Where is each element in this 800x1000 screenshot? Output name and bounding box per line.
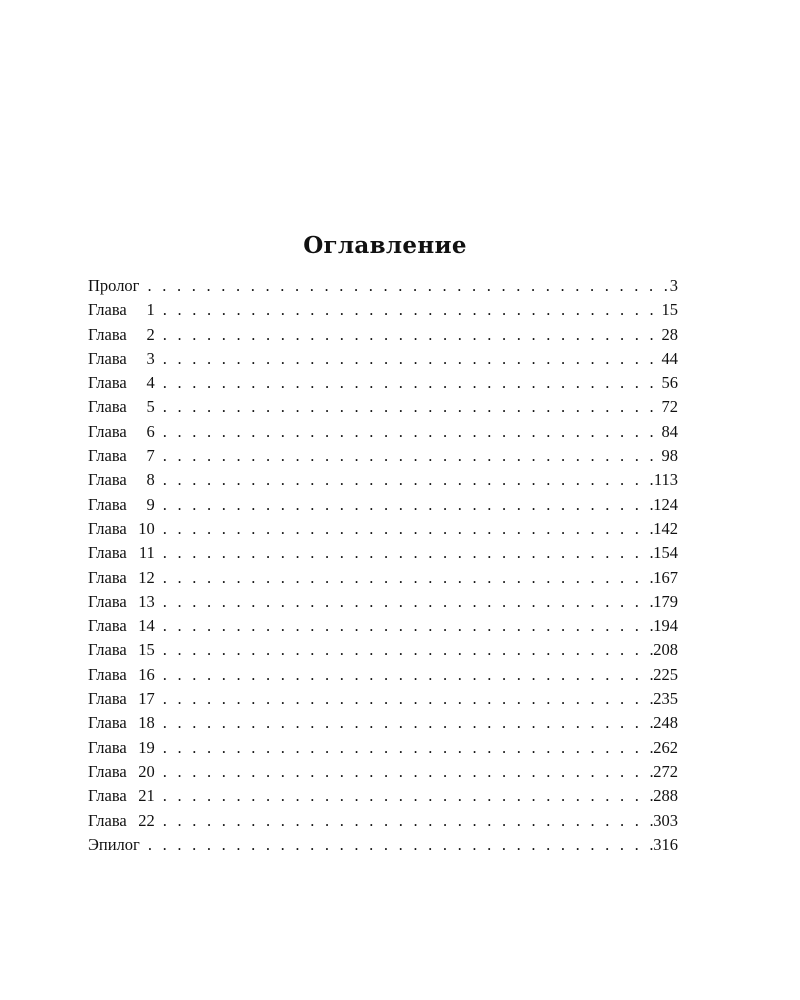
- page-title: Оглавление: [303, 232, 467, 259]
- toc-entry-number: 20: [138, 761, 155, 781]
- toc-entry-page-number: 208: [653, 640, 678, 660]
- toc-entry-word: Глава: [88, 737, 127, 757]
- toc-entry-word: Глава: [88, 397, 127, 417]
- toc-entry[interactable]: [88, 760, 678, 784]
- toc-entry-label: [88, 323, 155, 347]
- toc-entry-label: [88, 833, 140, 857]
- toc-entry-label: [88, 468, 155, 492]
- dot-leader: [163, 347, 662, 371]
- toc-entry-label: [88, 687, 155, 711]
- dot-leader: [163, 711, 653, 735]
- dot-leader: [163, 493, 653, 517]
- toc-entry-page-number: 124: [653, 494, 678, 514]
- toc-entry[interactable]: [88, 736, 678, 760]
- toc-entry-label: [88, 638, 155, 662]
- toc-entry[interactable]: [88, 347, 678, 371]
- dot-leader: [163, 395, 662, 419]
- toc-entry[interactable]: [88, 614, 678, 638]
- toc-entry-label: [88, 736, 155, 760]
- toc-entry-number: 2: [146, 324, 155, 344]
- toc-entry-number: 10: [138, 518, 155, 538]
- toc-entry-word: Глава: [88, 640, 127, 660]
- dot-leader: [163, 663, 653, 687]
- toc-entry-word: Глава: [88, 689, 127, 709]
- toc-entry-label: [88, 444, 155, 468]
- toc-entry-page-number: 72: [661, 397, 678, 417]
- toc-entry-word: Глава: [88, 664, 127, 684]
- toc-entry-page-number: 56: [661, 373, 678, 393]
- toc-entry-page-number: 248: [653, 713, 678, 733]
- toc-entry-page-number: 28: [661, 324, 678, 344]
- toc-entry[interactable]: [88, 468, 678, 492]
- toc-entry[interactable]: [88, 663, 678, 687]
- dot-leader: [163, 809, 653, 833]
- toc-entry-word: Глава: [88, 786, 127, 806]
- toc-entry[interactable]: [88, 687, 678, 711]
- dot-leader: [163, 541, 653, 565]
- toc-entry-number: 13: [138, 591, 155, 611]
- toc-list: [88, 274, 678, 857]
- toc-entry-label: [88, 517, 155, 541]
- toc-entry-page-number: 167: [653, 567, 678, 587]
- toc-entry-label: [88, 371, 155, 395]
- toc-entry-word: Глава: [88, 567, 127, 587]
- toc-entry-label: [88, 274, 139, 298]
- toc-entry-word: Глава: [88, 446, 127, 466]
- dot-leader: [163, 784, 653, 808]
- toc-entry-label: [88, 347, 155, 371]
- toc-entry-number: 9: [146, 494, 155, 514]
- toc-entry-number: 3: [146, 348, 155, 368]
- toc-entry-page-number: 3: [669, 276, 678, 295]
- toc-entry[interactable]: [88, 566, 678, 590]
- toc-entry[interactable]: [88, 833, 678, 857]
- toc-entry-page-number: 15: [661, 300, 678, 320]
- toc-entry[interactable]: [88, 638, 678, 662]
- toc-entry-page-number: 262: [653, 737, 678, 757]
- toc-entry-word: Глава: [88, 373, 127, 393]
- toc-entry-number: 21: [138, 786, 155, 806]
- toc-entry[interactable]: [88, 711, 678, 735]
- toc-entry-label: [88, 298, 155, 322]
- toc-entry-number: 5: [146, 397, 155, 417]
- toc-entry[interactable]: [88, 517, 678, 541]
- dot-leader: [163, 614, 653, 638]
- toc-entry-label: [88, 784, 155, 808]
- toc-entry[interactable]: [88, 420, 678, 444]
- dot-leader: [163, 566, 653, 590]
- toc-entry-label: [88, 420, 155, 444]
- toc-entry-word: Пролог: [88, 276, 140, 295]
- toc-entry-word: Глава: [88, 494, 127, 514]
- toc-entry-label: [88, 809, 155, 833]
- toc-entry-label: [88, 590, 155, 614]
- dot-leader: [163, 371, 662, 395]
- toc-entry-number: 19: [138, 737, 155, 757]
- toc-entry-number: 6: [146, 421, 155, 441]
- toc-entry-page-number: 272: [653, 761, 678, 781]
- toc-entry-number: 8: [146, 470, 155, 490]
- dot-leader: [163, 590, 653, 614]
- toc-entry-word: Глава: [88, 591, 127, 611]
- toc-entry-number: 4: [146, 373, 155, 393]
- toc-entry-word: Глава: [88, 616, 127, 636]
- toc-entry[interactable]: [88, 444, 678, 468]
- toc-entry-page-number: 142: [653, 518, 678, 538]
- toc-entry-number: 7: [146, 446, 155, 466]
- toc-entry-page-number: 316: [653, 834, 678, 854]
- toc-entry[interactable]: [88, 298, 678, 322]
- dot-leader: [148, 833, 653, 857]
- toc-entry-label: [88, 663, 155, 687]
- toc-entry-word: Глава: [88, 518, 127, 538]
- dot-leader: [163, 760, 653, 784]
- toc-entry-page-number: 98: [661, 446, 678, 466]
- toc-entry-word: Глава: [88, 300, 127, 320]
- toc-entry-word: Глава: [88, 543, 127, 563]
- dot-leader: [163, 298, 662, 322]
- dot-leader: [163, 468, 654, 492]
- toc-entry-page-number: 179: [653, 591, 678, 611]
- toc-entry[interactable]: [88, 395, 678, 419]
- toc-entry-number: 18: [138, 713, 155, 733]
- toc-entry-number: 14: [138, 616, 155, 636]
- toc-entry-word: Глава: [88, 810, 127, 830]
- toc-entry-number: 12: [138, 567, 155, 587]
- toc-entry-label: [88, 760, 155, 784]
- toc-entry[interactable]: [88, 274, 678, 298]
- toc-entry-word: Глава: [88, 421, 127, 441]
- toc-entry-page-number: 235: [653, 689, 678, 709]
- dot-leader: [163, 420, 662, 444]
- dot-leader: [163, 638, 653, 662]
- toc-entry-word: Эпилог: [88, 834, 140, 854]
- toc-entry-word: Глава: [88, 470, 127, 490]
- toc-entry-number: 15: [138, 640, 155, 660]
- toc-entry-page-number: 225: [653, 664, 678, 684]
- toc-entry-label: [88, 566, 155, 590]
- toc-entry[interactable]: [88, 493, 678, 517]
- toc-entry-label: [88, 711, 155, 735]
- toc-entry-word: Глава: [88, 348, 127, 368]
- toc-entry-word: Глава: [88, 713, 127, 733]
- dot-leader: [147, 274, 669, 298]
- toc-entry[interactable]: [88, 590, 678, 614]
- toc-entry-word: Глава: [88, 324, 127, 344]
- dot-leader: [163, 323, 662, 347]
- toc-entry-number: 17: [138, 689, 155, 709]
- toc-entry-page-number: 303: [653, 810, 678, 830]
- toc-entry-number: 11: [138, 543, 155, 563]
- toc-entry-number: 22: [138, 810, 155, 830]
- toc-entry-label: [88, 541, 155, 565]
- toc-entry[interactable]: [88, 809, 678, 833]
- dot-leader: [163, 736, 653, 760]
- dot-leader: [163, 444, 662, 468]
- toc-entry-label: [88, 614, 155, 638]
- toc-entry-label: [88, 395, 155, 419]
- toc-entry-number: 16: [138, 664, 155, 684]
- toc-entry-page-number: 194: [653, 616, 678, 636]
- toc-entry[interactable]: [88, 371, 678, 395]
- toc-entry-page-number: 84: [661, 421, 678, 441]
- toc-entry-page-number: 113: [653, 470, 678, 490]
- toc-entry-page-number: 44: [661, 348, 678, 368]
- dot-leader: [163, 517, 653, 541]
- toc-entry-page-number: 288: [653, 786, 678, 806]
- toc-entry-label: [88, 493, 155, 517]
- toc-entry[interactable]: [88, 323, 678, 347]
- dot-leader: [163, 687, 653, 711]
- toc-entry-page-number: 154: [653, 543, 678, 563]
- toc-entry-word: Глава: [88, 761, 127, 781]
- toc-entry[interactable]: [88, 784, 678, 808]
- toc-entry[interactable]: [88, 541, 678, 565]
- toc-entry-number: 1: [146, 300, 155, 320]
